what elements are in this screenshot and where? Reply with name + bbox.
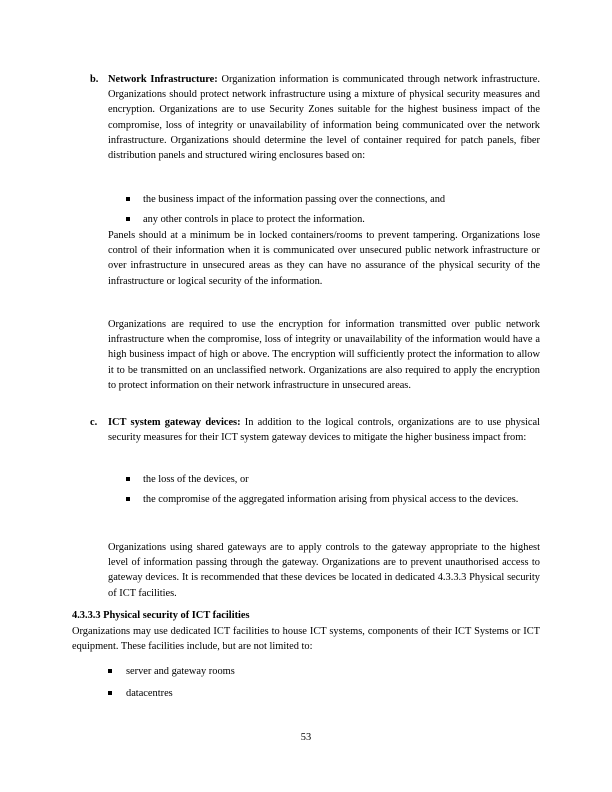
section-b-title: Network Infrastructure: [108,74,218,85]
bullet-square-icon [126,477,130,481]
bullet-square-icon [126,217,130,221]
section-b-panels-paragraph: Panels should at a minimum be in locked containers/rooms to prevent tampering. Organizations lose control of their information when it is communicated over unsecured public network infrastructure or over infrastructure in unsecured areas as they can have no assurance of the physical security of the infrastructure or logical security of the information. [108,230,540,287]
section-4333-intro: Organizations may use dedicated ICT facilities to house ICT systems, components of their ICT Systems or ICT equipment. These facilities include, but are not limited to: [72,626,540,653]
section-c-marker: c. [90,417,98,428]
bullet-square-icon [126,197,130,201]
bullet-square-icon [108,669,112,673]
section-c-bullet-1-text: the loss of the devices, or [143,474,249,485]
section-b-bullet-2-text: any other controls in place to protect the information. [143,214,365,225]
section-b-intro: Organization information is communicated through network infrastructure. Organizations should protect network infrastructure using a mixture of physical security measures and encryption. Organizations are to use Security Zones suitable for the highest business impact of the compromise, loss of integrity or unavailability of information being communicated over the network infrastructure. Organizations should determine the level of container required for patch panels, fiber distribution panels and structured wiring enclosures based on: [108,74,540,162]
section-c-shared-paragraph: Organizations using shared gateways are to apply controls to the gateway appropriate to the highest level of information passing through the gateway. Organizations are to prevent unauthorised access to gateway devices. It is recommended that these devices be located in dedicated 4.3.3.3 Physical security of ICT facilities. [108,542,540,599]
section-4333-bullet-2-text: datacentres [126,688,173,699]
section-b-bullet-1 [126,192,546,208]
section-c-title: ICT system gateway devices: [108,417,241,428]
section-heading: 4.3.3.3 Physical security of ICT facilities [72,610,250,621]
section-b-marker: b. [90,74,99,85]
page-number: 53 [300,732,312,743]
section-4333-bullet-2 [108,686,528,702]
bullet-square-icon [126,497,130,501]
section-c-paragraph [108,415,540,445]
section-c-bullet-2-text: the compromise of the aggregated information arising from physical access to the devices. [143,494,519,505]
bullet-square-icon [108,691,112,695]
section-b-paragraph [108,72,540,163]
section-4333-bullet-1-text: server and gateway rooms [126,666,235,677]
section-b-bullet-1-text: the business impact of the information passing over the connections, and [143,194,446,205]
section-c-bullet-1 [126,472,546,488]
section-b-encryption-paragraph: Organizations are required to use the encryption for information transmitted over public network infrastructure when the compromise, loss of integrity or unavailability of the information would have a high business impact of high or above. The encryption will sufficiently protect the information to allow it to be transmitted on an unclassified network. Organizations are also required to apply the encryption to protect information on their network infrastructure in unsecured areas. [108,319,540,391]
section-4333-bullet-1 [108,664,528,680]
section-c-intro: In addition to the logical controls, organizations are to use physical security measures for their ICT system gateway devices to mitigate the higher business impact from: [108,417,540,444]
section-c-bullet-2 [126,492,546,524]
section-b-bullet-2 [126,212,546,228]
